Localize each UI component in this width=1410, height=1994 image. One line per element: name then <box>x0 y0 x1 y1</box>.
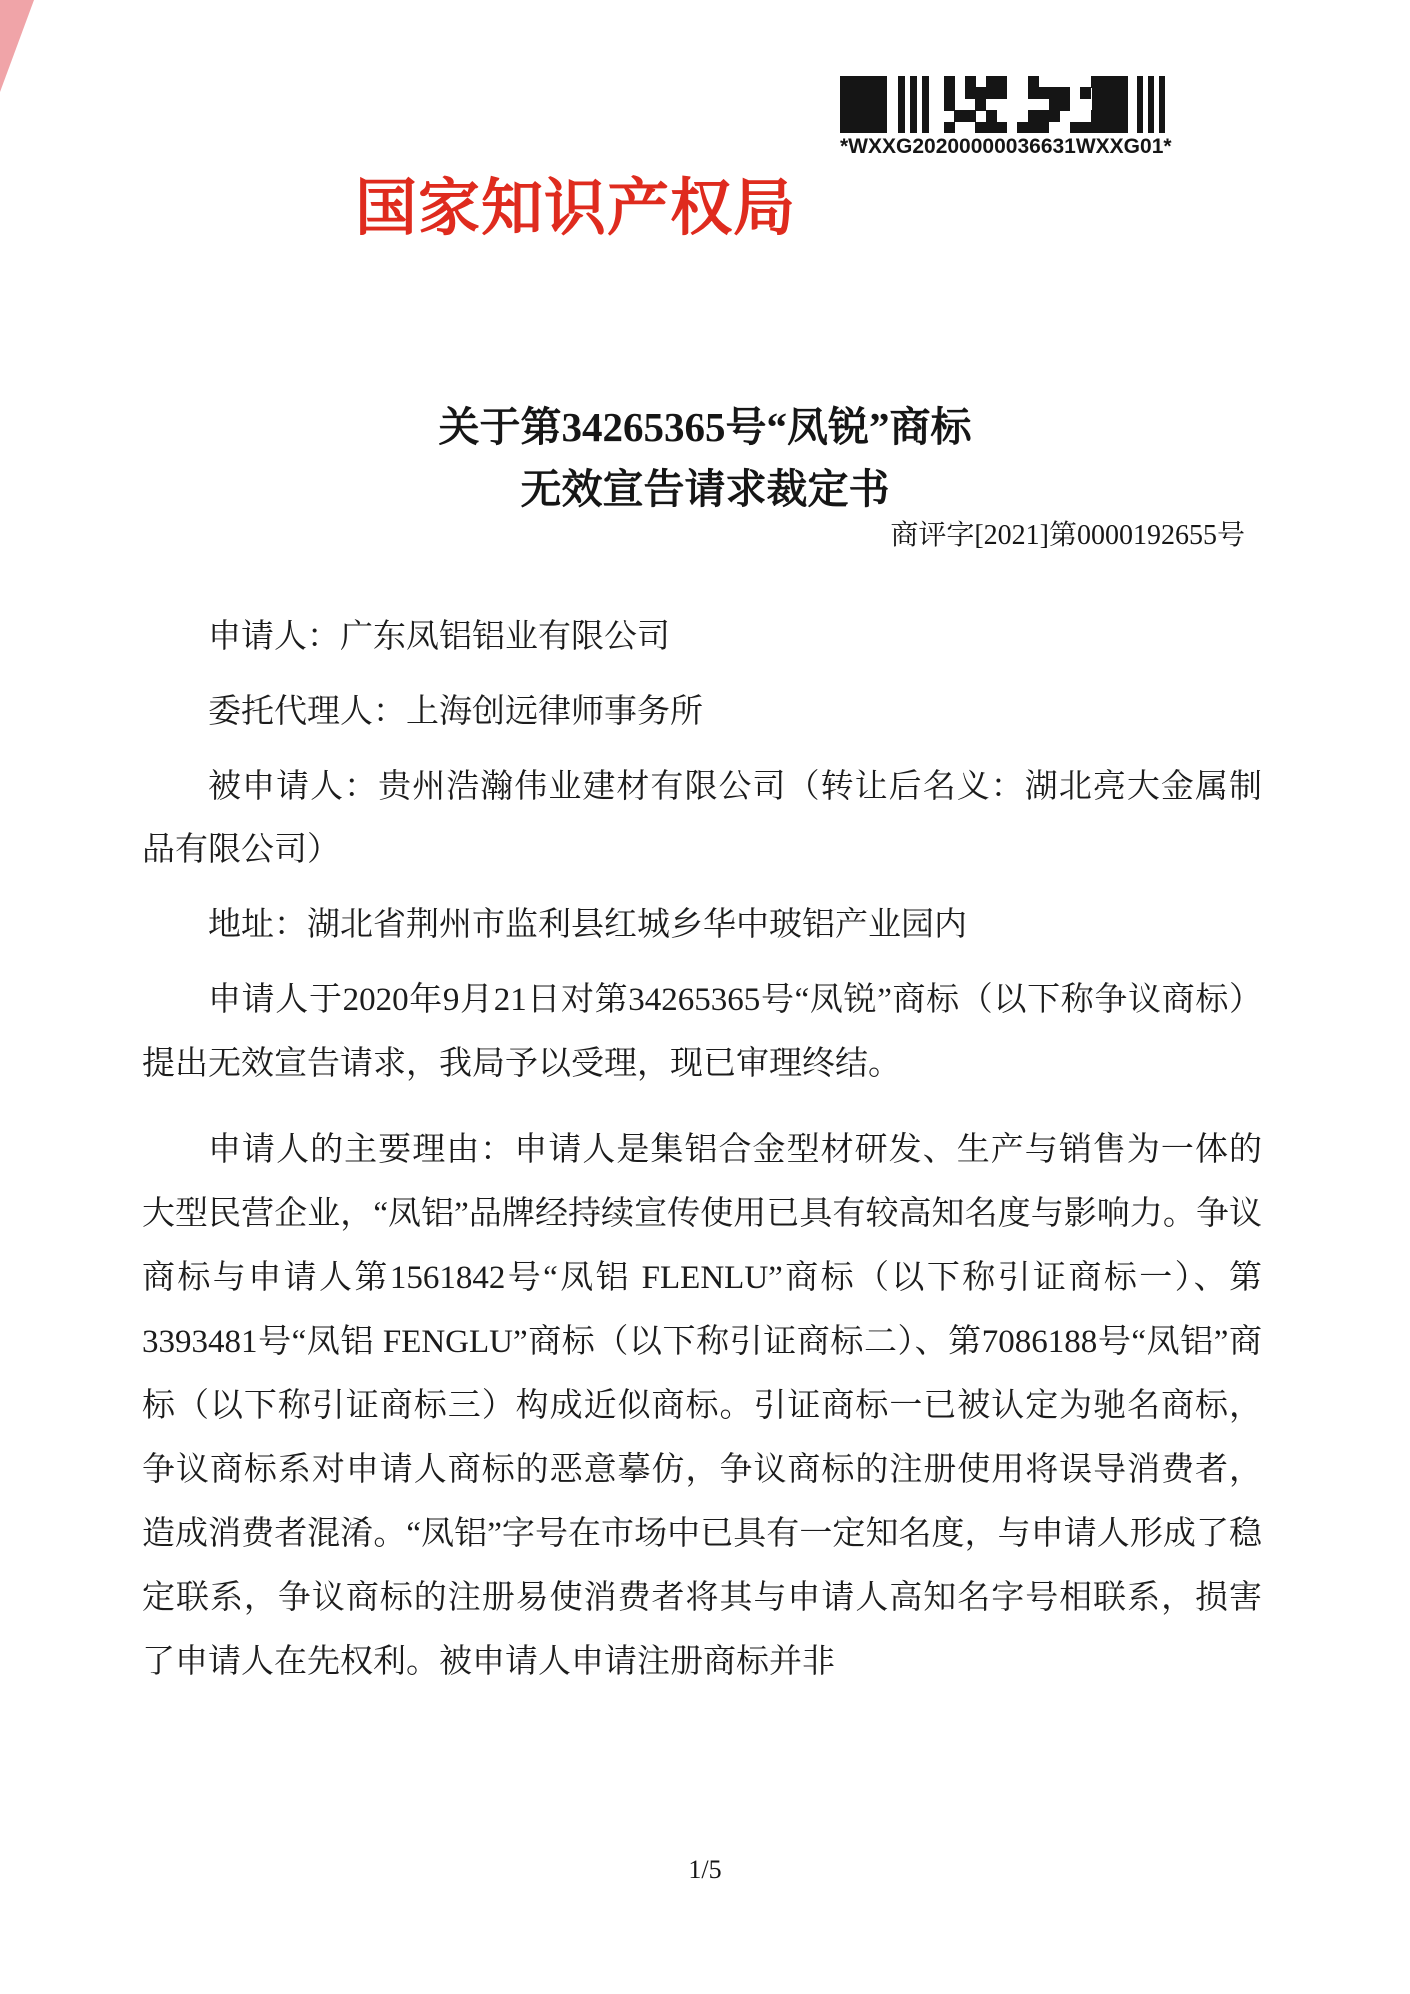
document-title-line2: 无效宣告请求裁定书 <box>520 466 890 512</box>
applicant-line: 申请人：广东凤铝铝业有限公司 <box>208 619 670 655</box>
barcode-graphic <box>840 76 1170 133</box>
barcode-matrix <box>944 76 1086 133</box>
body-paragraph-1: 申请人于2020年9月21日对第34265365号“凤锐”商标（以下称争议商标）提出无效宣告请求，我局予以受理，现已审理终结。 <box>142 982 1262 1082</box>
parties-block <box>142 606 1262 969</box>
barcode-bars-2 <box>1137 76 1170 133</box>
address-line: 地址：湖北省荆州市监利县红城乡华中玻铝产业园内 <box>208 907 967 943</box>
decision-body <box>142 968 1262 1694</box>
page-number: 1/5 <box>688 1855 722 1884</box>
document-title-line1: 关于第34265365号“凤锐”商标 <box>438 404 972 450</box>
reference-number: 商评字[2021]第0000192655号 <box>890 520 1245 551</box>
respondent-line: 被申请人：贵州浩瀚伟业建材有限公司（转让后名义：湖北亮大金属制品有限公司） <box>142 769 1262 868</box>
barcode-bars <box>898 76 934 133</box>
document-title <box>0 396 1410 520</box>
body-paragraph-2: 申请人的主要理由：申请人是集铝合金型材研发、生产与销售为一体的大型民营企业，“凤铝”品牌经持续宣传使用已具有较高知名度与影响力。争议商标与申请人第1561842号“凤铝 FLENLU”商标（以下称引证商标一）、第3393481号“凤铝 FENGLU”商标（以下称引证商标二）、第7086188号“凤铝”商标（以下称引证商标三）构成近似商标。引证商标一已被认定为驰名商标，争议商标系对申请人商标的恶意摹仿，争议商标的注册使用将误导消费者，造成消费者混淆。“凤铝”字号在市场中已具有一定知名度，与申请人形成了稳定联系，争议商标的注册易使消费者将其与申请人高知名字号相联系，损害了申请人在先权利。被申请人申请注册商标并非 <box>142 1132 1262 1680</box>
agency-title: 国家知识产权局 <box>355 175 797 243</box>
scan-corner-artifact <box>0 0 34 92</box>
barcode-block <box>840 76 1170 159</box>
agent-line: 委托代理人：上海创远律师事务所 <box>208 694 703 730</box>
barcode-text: *WXXG20200000036631WXXG01* <box>840 135 1172 158</box>
barcode-solid-block <box>840 76 887 133</box>
